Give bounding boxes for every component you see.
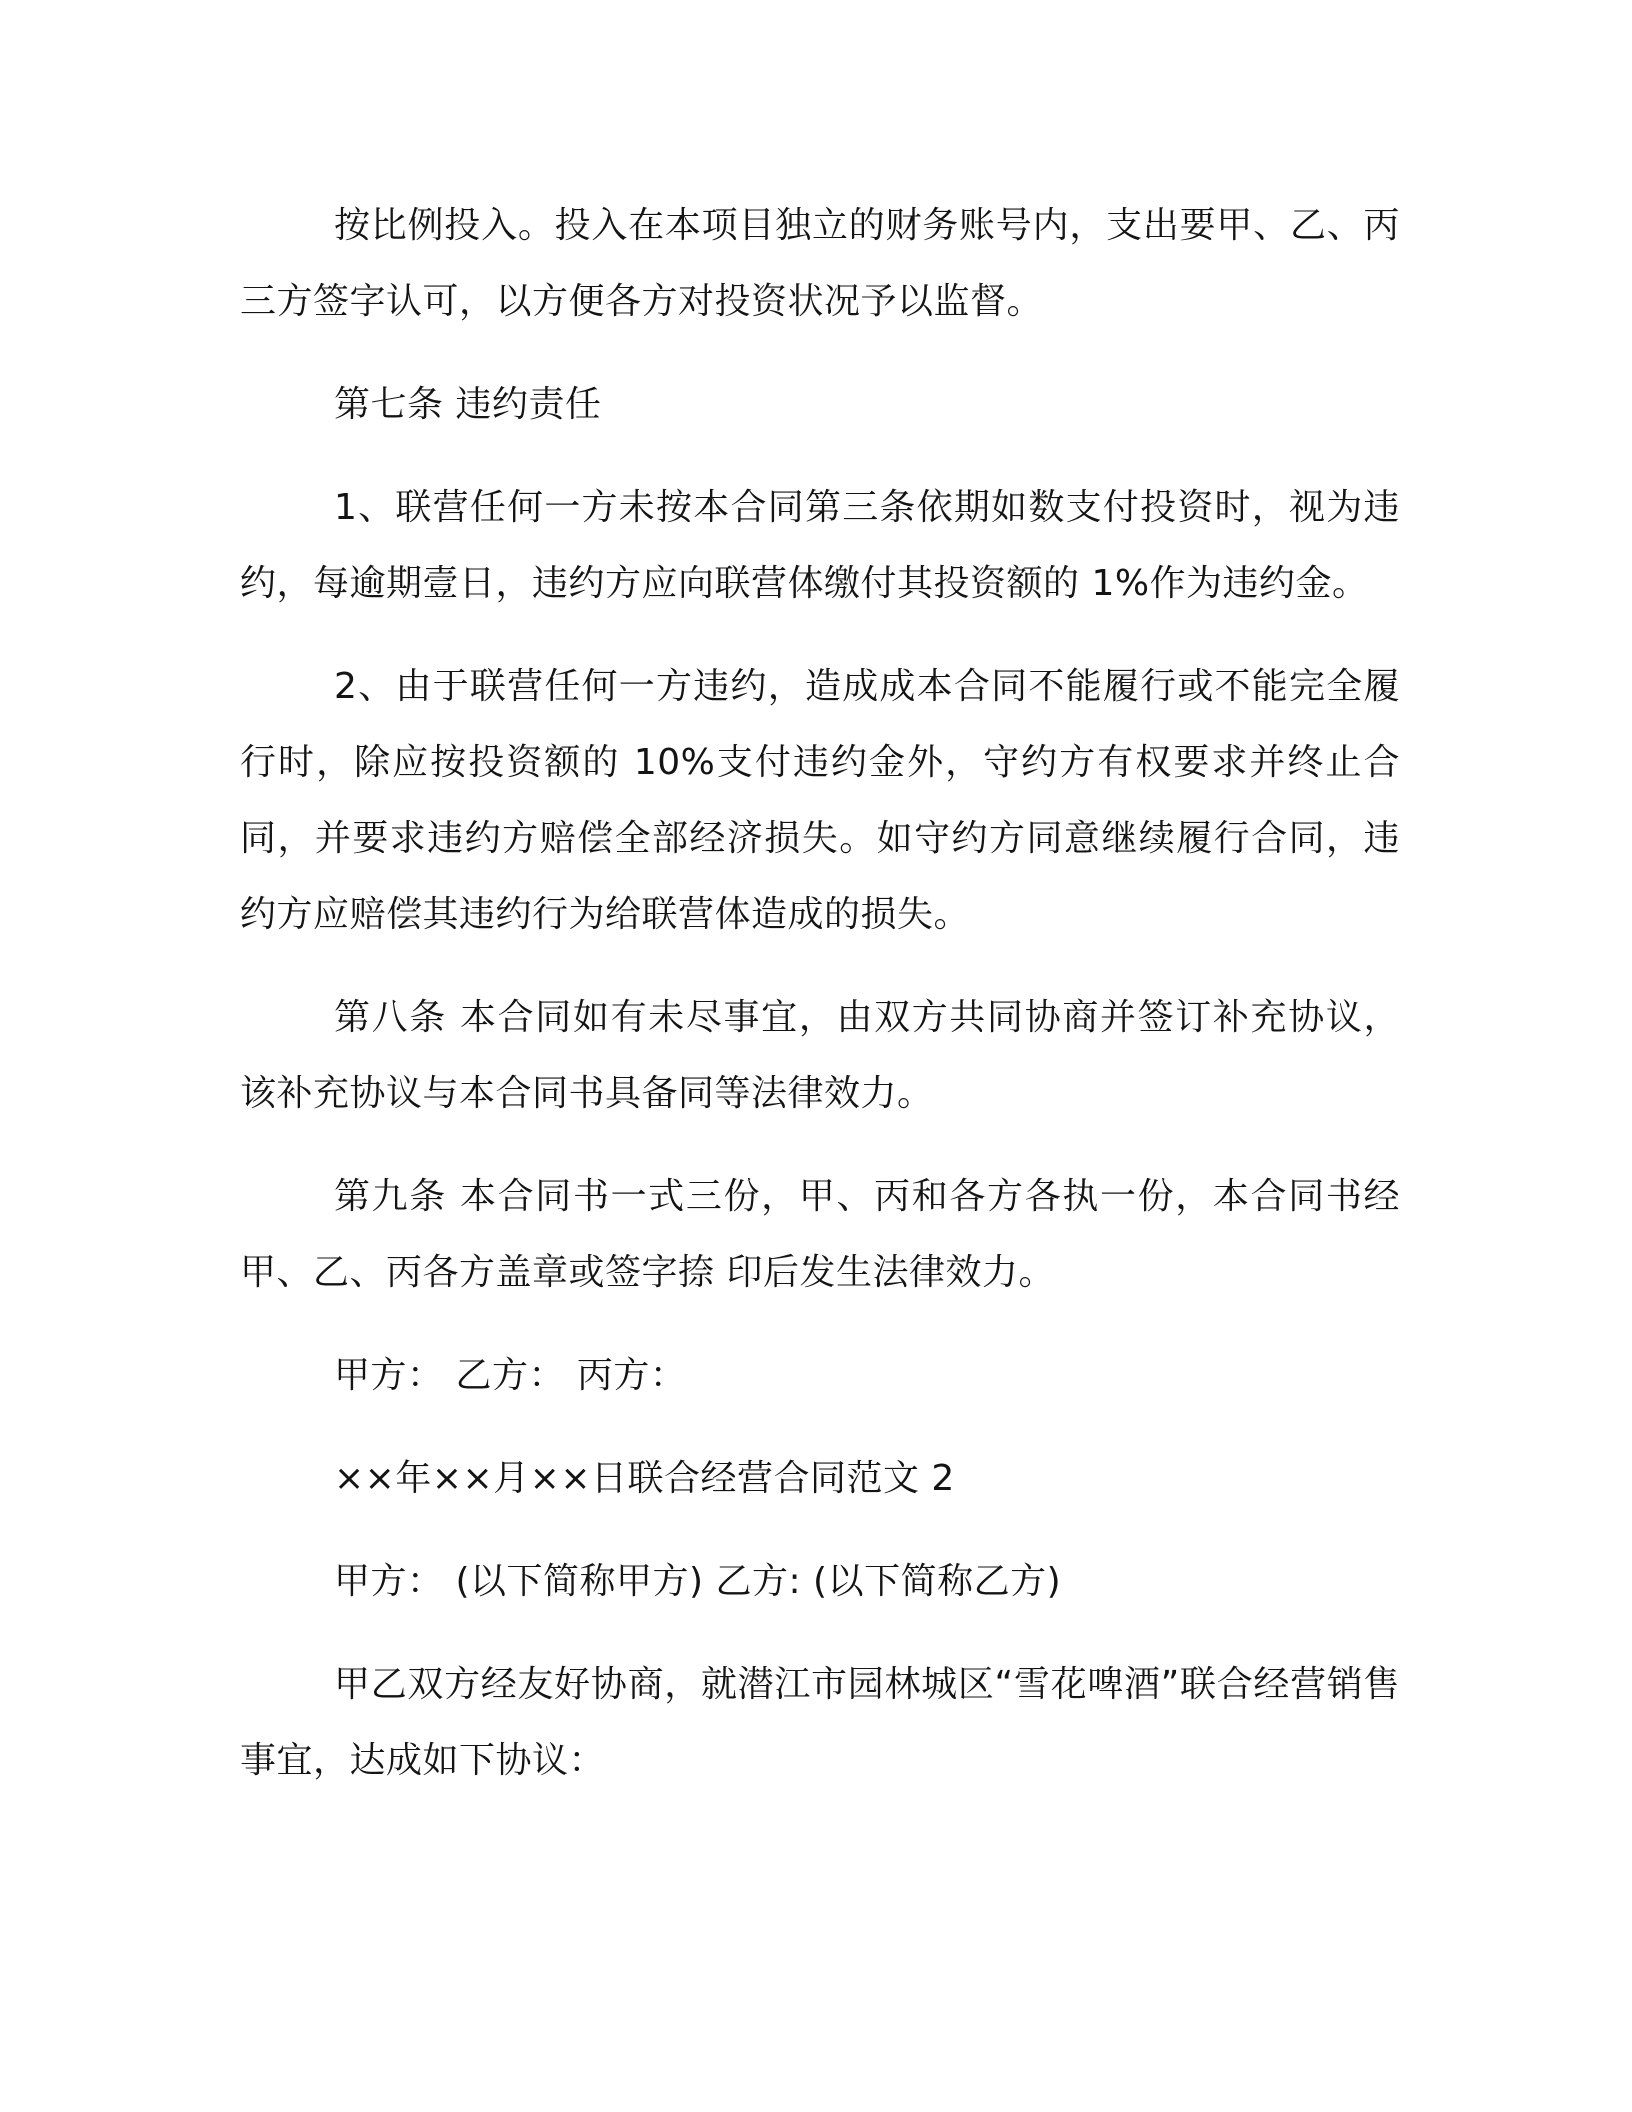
- paragraph-investment-supervision: 按比例投入。投入在本项目独立的财务账号内，支出要甲、乙、丙三方签字认可，以方便各方对投资状况予以监督。: [240, 205, 1400, 322]
- date-and-sample-title: ××年××月××日联合经营合同范文 2: [334, 1458, 955, 1499]
- paragraph-agreement-intro: 甲乙双方经友好协商，就潜江市园林城区“雪花啤酒”联合经营销售事宜，达成如下协议：: [240, 1664, 1400, 1781]
- parties-definition-line: 甲方： (以下简称甲方) 乙方: (以下简称乙方): [334, 1561, 1062, 1602]
- paragraph-article-8: 第八条 本合同如有未尽事宜，由双方共同协商并签订补充协议，该补充协议与本合同书具备同等法律效力。: [240, 997, 1400, 1114]
- paragraph-article-7-clause-2: 2、由于联营任何一方违约，造成成本合同不能履行或不能完全履行时，除应按投资额的 10%支付违约金外，守约方有权要求并终止合同，并要求违约方赔偿全部经济损失。如守约方同意继续履行合同，违约方应赔偿其违约行为给联营体造成的损失。: [240, 666, 1400, 935]
- paragraph-article-9: 第九条 本合同书一式三份，甲、丙和各方各执一份，本合同书经甲、乙、丙各方盖章或签字捺 印后发生法律效力。: [240, 1176, 1400, 1293]
- heading-article-7: 第七条 违约责任: [334, 384, 602, 425]
- signature-parties-line: 甲方： 乙方： 丙方：: [334, 1355, 687, 1396]
- contract-body: [240, 188, 1400, 1826]
- paragraph-article-7-clause-1: 1、联营任何一方未按本合同第三条依期如数支付投资时，视为违约，每逾期壹日，违约方应向联营体缴付其投资额的 1%作为违约金。: [240, 487, 1400, 604]
